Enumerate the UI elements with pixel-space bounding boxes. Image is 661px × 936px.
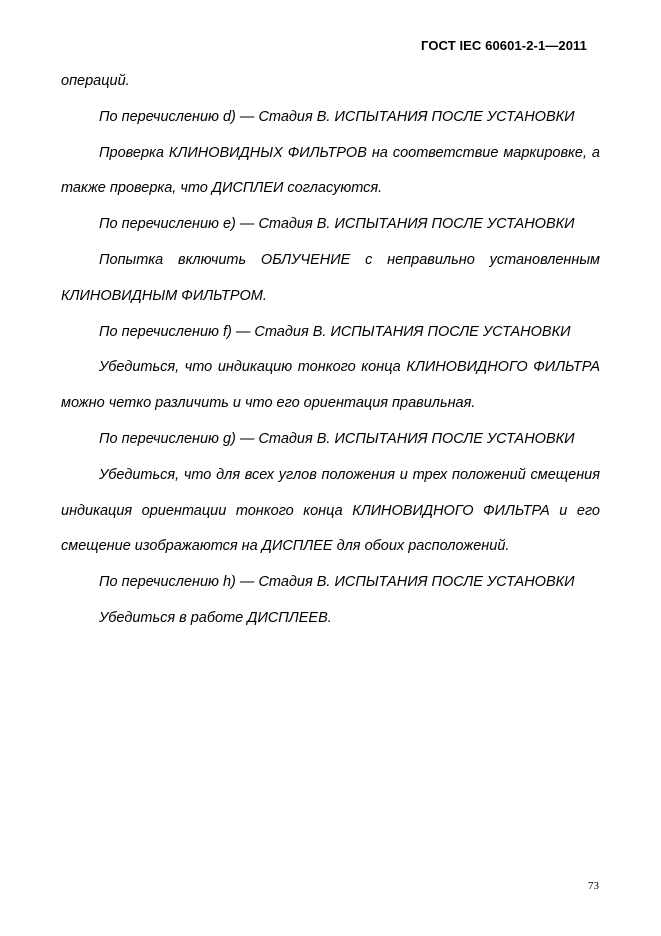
page-number: 73 [588,880,599,892]
paragraph-8: По перечислению g) — Стадия В. ИСПЫТАНИЯ ПОСЛЕ УСТАНОВКИ [99,430,575,447]
document-header: ГОСТ IEC 60601-2-1—2011 [421,38,587,53]
paragraph-6: По перечислению f) — Стадия В. ИСПЫТАНИЯ ПОСЛЕ УСТАНОВКИ [99,323,571,340]
paragraph-2: По перечислению d) — Стадия В. ИСПЫТАНИЯ ПОСЛЕ УСТАНОВКИ [99,108,575,125]
paragraph-9: Убедиться, что для всех углов положения и трех положений смещения индикация ориентации тонкого конца КЛИНОВИДНОГО ФИЛЬТРА и его смещение изображаются на ДИСПЛЕЕ для обоих расположений. [61,466,600,555]
paragraph-4: По перечислению е) — Стадия В. ИСПЫТАНИЯ ПОСЛЕ УСТАНОВКИ [99,216,575,233]
paragraph-11: Убедиться в работе ДИСПЛЕЕВ. [99,609,332,626]
paragraph-3: Проверка КЛИНОВИДНЫХ ФИЛЬТРОВ на соответствие маркировке, а также проверка, что ДИСПЛЕИ согласуются. [61,144,600,197]
paragraph-5: Попытка включить ОБЛУЧЕНИЕ с неправильно установленным КЛИНОВИДНЫМ ФИЛЬТРОМ. [61,251,600,304]
document-body [61,64,600,637]
paragraph-1: операций. [61,73,130,89]
paragraph-7: Убедиться, что индикацию тонкого конца КЛИНОВИДНОГО ФИЛЬТРА можно четко различить и что его ориентация правильная. [61,359,600,412]
paragraph-10: По перечислению h) — Стадия В. ИСПЫТАНИЯ ПОСЛЕ УСТАНОВКИ [99,574,575,591]
